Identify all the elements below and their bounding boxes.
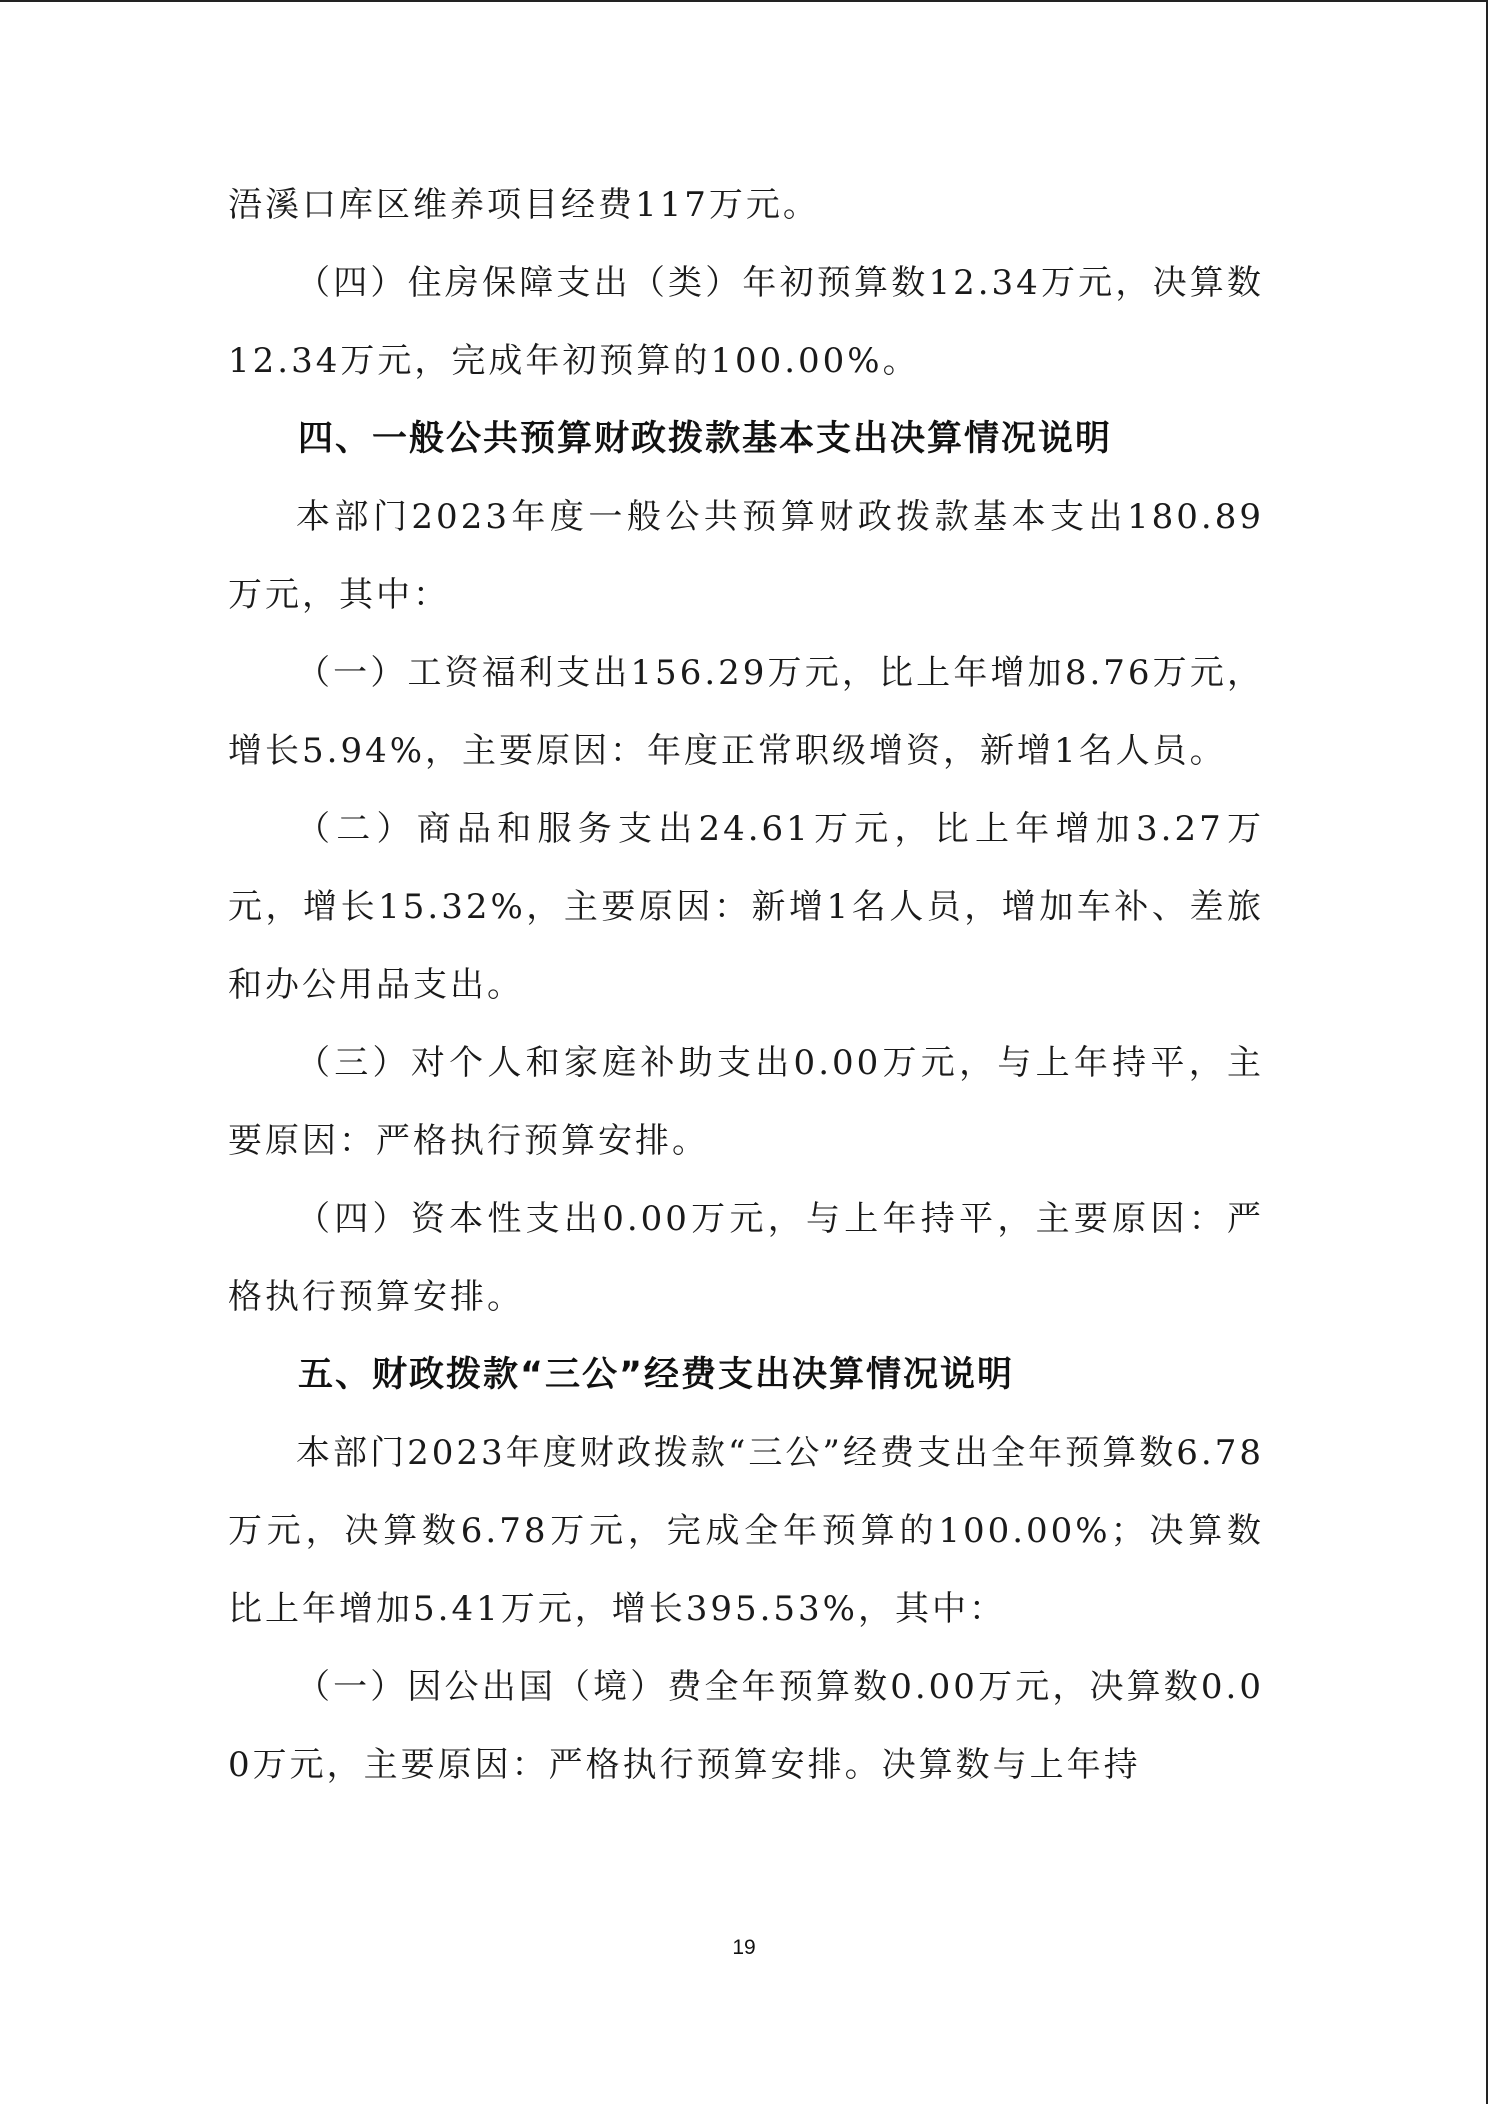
paragraph-household-subsidy: （三）对个人和家庭补助支出0.00万元，与上年持平，主要原因：严格执行预算安排。 [228, 1043, 1264, 1161]
paragraph-housing-expenditure: （四）住房保障支出（类）年初预算数12.34万元，决算数12.34万元，完成年初预算的100.00%。 [228, 263, 1264, 381]
section-heading-three-public: 五、财政拨款“三公”经费支出决算情况说明 [298, 1355, 1015, 1395]
paragraph-overseas-travel: （一）因公出国（境）费全年预算数0.00万元，决算数0.00万元，主要原因：严格执行预算安排。决算数与上年持 [228, 1667, 1264, 1785]
paragraph-three-public-total: 本部门2023年度财政拨款“三公”经费支出全年预算数6.78万元，决算数6.78万元，完成全年预算的100.00%；决算数比上年增加5.41万元，增长395.53%，其中： [228, 1433, 1264, 1629]
document-body [228, 166, 1264, 1804]
page-number: 19 [732, 1936, 756, 1959]
paragraph-salary-welfare: （一）工资福利支出156.29万元，比上年增加8.76万元，增长5.94%，主要原因：年度正常职级增资，新增1名人员。 [228, 653, 1264, 771]
paragraph-basic-expenditure-total: 本部门2023年度一般公共预算财政拨款基本支出180.89万元，其中： [228, 497, 1264, 615]
section-heading-basic-expenditure: 四、一般公共预算财政拨款基本支出决算情况说明 [298, 419, 1113, 459]
paragraph-continuation: 浯溪口库区维养项目经费117万元。 [228, 185, 820, 225]
paragraph-capital-expenditure: （四）资本性支出0.00万元，与上年持平，主要原因：严格执行预算安排。 [228, 1199, 1264, 1317]
paragraph-goods-services: （二）商品和服务支出24.61万元，比上年增加3.27万元，增长15.32%，主要原因：新增1名人员，增加车补、差旅和办公用品支出。 [228, 809, 1264, 1005]
